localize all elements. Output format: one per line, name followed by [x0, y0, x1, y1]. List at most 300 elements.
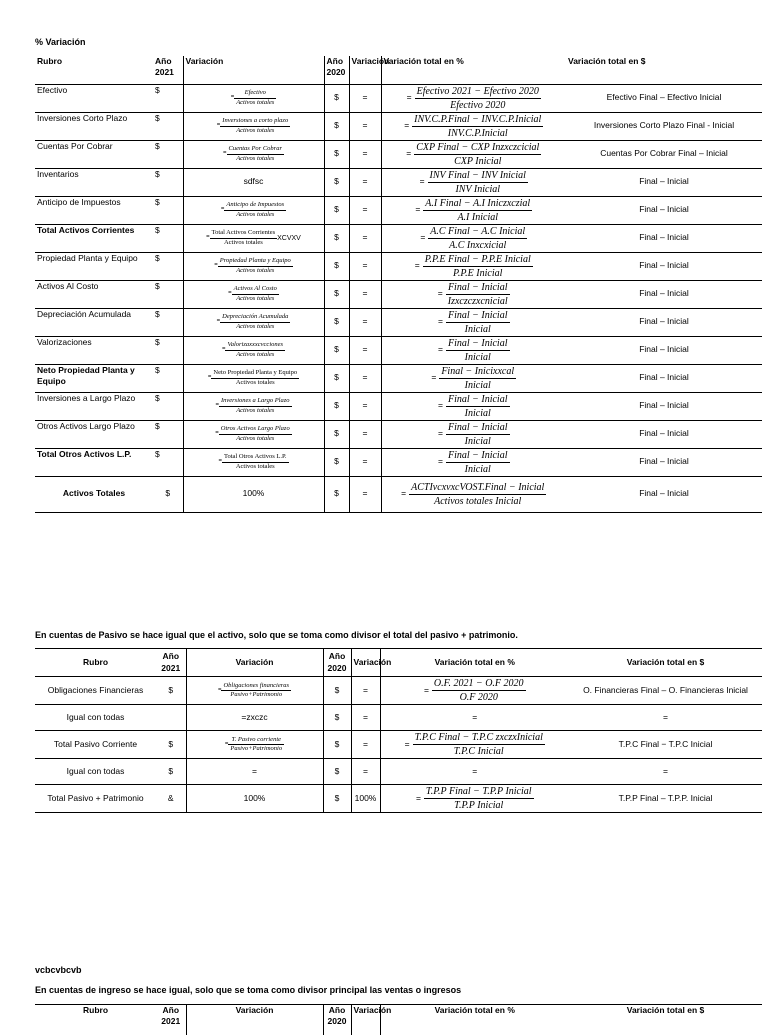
- cell-total-pct: [381, 224, 566, 252]
- equals-sign: =: [438, 428, 443, 439]
- equals-sign: =: [218, 458, 222, 465]
- cell-total-usd: Final – Inicial: [639, 428, 689, 439]
- variacion-fraction-denominator: Activos totales: [236, 266, 275, 274]
- variacion-fraction-denominator: Activos totales: [236, 322, 275, 330]
- total-pct-value: =: [472, 765, 478, 776]
- equals-sign: =: [223, 150, 227, 157]
- cell-anio-2021: $: [155, 224, 160, 235]
- header-anio-2021: Año 2021: [161, 651, 181, 673]
- cell-total-usd: Final – Inicial: [639, 260, 689, 271]
- total-pct-fraction: [423, 253, 533, 280]
- equals-sign: =: [401, 488, 407, 499]
- cell-anio-2021: $: [155, 308, 160, 319]
- total-pct-fraction-denominator: Inicial: [464, 463, 491, 475]
- equals-sign: =: [206, 234, 210, 241]
- cell-anio-2021: $: [168, 738, 174, 749]
- equals-sign: =: [437, 288, 443, 299]
- equals-sign: =: [404, 738, 410, 749]
- equals-sign: =: [404, 120, 410, 131]
- cell-varia: =: [349, 280, 381, 308]
- variacion-fraction: [225, 341, 285, 359]
- cell-anio-2021: $: [165, 488, 171, 499]
- cell-total-pct: [380, 731, 569, 759]
- cell-total-usd: Final – Inicial: [639, 232, 689, 243]
- variacion-value: =: [252, 765, 257, 776]
- variacion-fraction: [222, 453, 289, 471]
- equals-sign: =: [207, 374, 212, 381]
- equals-sign: =: [423, 684, 429, 695]
- header-variacion: Variación: [186, 1005, 323, 1035]
- total-pct-fraction-denominator: Inicial: [464, 351, 491, 363]
- equals-sign: =: [230, 94, 235, 101]
- table-row: [35, 196, 762, 224]
- equals-sign: =: [438, 316, 443, 327]
- cell-rubro: Cuentas Por Cobrar: [37, 140, 113, 151]
- total-pct-fraction: [432, 677, 526, 704]
- equals-sign: =: [217, 686, 222, 693]
- cell-rubro: Depreciación Acumulada: [37, 308, 132, 319]
- cell-anio-2020: $: [324, 84, 349, 112]
- variacion-fraction: [210, 229, 277, 247]
- table-row: [35, 448, 762, 476]
- variacion-value: =zxczc: [241, 711, 268, 722]
- equals-sign: =: [438, 344, 443, 355]
- cell-varia: =: [349, 336, 381, 364]
- cell-total-pct: [381, 448, 566, 476]
- total-pct-fraction-denominator: Inicial: [464, 435, 491, 447]
- total-pct-fraction-numerator: T.P.C Final − T.P.C zxczxInicial: [414, 732, 543, 743]
- total-pct-fraction-denominator: T.P.P Inicial: [454, 800, 504, 811]
- cell-total-pct: [381, 84, 566, 112]
- cell-varia: =: [349, 140, 381, 168]
- total-pct-fraction-numerator: A.C Final − A.C Inicial: [430, 225, 526, 237]
- cell-anio-2021: [156, 705, 186, 731]
- cell-total-pct: [381, 336, 566, 364]
- total-pct-fraction-denominator: A.I Inicial: [457, 211, 498, 223]
- total-pct-fraction: [428, 169, 528, 196]
- cell-varia: =: [351, 731, 380, 759]
- table-row: [35, 677, 762, 705]
- total-pct-fraction-numerator: CXP Final − CXP Inzxczcicial: [416, 141, 540, 153]
- total-pct-fraction-denominator: O.F 2020: [459, 692, 498, 703]
- variacion-fraction-numerator: Neto Propiedad Planta y Equipo: [211, 369, 299, 378]
- equals-sign: =: [220, 206, 225, 213]
- cell-anio-2020: $: [324, 308, 349, 336]
- cell-total-pct: [380, 677, 569, 705]
- header-total-usd: Variación total en $: [626, 656, 705, 667]
- cell-rubro: Inversiones a Largo Plazo: [37, 392, 136, 403]
- cell-anio-2021: $: [155, 392, 160, 403]
- table-row: [35, 420, 762, 448]
- equals-sign: =: [215, 430, 219, 437]
- total-pct-fraction-numerator: Final − Inicial: [447, 393, 508, 405]
- cell-anio-2020: $: [324, 224, 349, 252]
- cell-rubro: Obligaciones Financieras: [47, 684, 144, 695]
- cell-total-usd: Final – Inicial: [639, 316, 689, 327]
- cell-variacion: [183, 336, 324, 364]
- total-pct-fraction-denominator: P.P.E Inicial: [453, 267, 503, 279]
- cell-rubro: Propiedad Planta y Equipo: [37, 252, 138, 263]
- total-pct-fraction: [412, 113, 543, 140]
- cell-total-pct: [380, 759, 569, 785]
- total-pct-fraction-numerator: INV Final − INV Inicial: [429, 169, 526, 181]
- header-total-pct: Variación total en %: [381, 56, 566, 84]
- total-pct-fraction-denominator: CXP Inicial: [454, 155, 502, 167]
- cell-total-pct: [381, 280, 566, 308]
- total-pct-fraction-numerator: Final − Inicial: [447, 421, 508, 433]
- header-anio-2020: Año 2020: [323, 1005, 351, 1035]
- cell-variacion: [183, 308, 324, 336]
- cell-total-usd: O. Financieras Final – O. Financieras Inicial: [583, 684, 748, 695]
- header-rubro: Rubro: [82, 1005, 109, 1015]
- total-pct-fraction-numerator: P.P.E Final − P.P.E Inicial: [424, 253, 531, 265]
- variacion-value: 100%: [242, 488, 265, 499]
- cell-variacion: [183, 168, 324, 196]
- variacion-value: sdfsc: [243, 176, 264, 187]
- cell-total-usd: Final – Inicial: [639, 344, 689, 355]
- cell-total-usd: T.P.C Final − T.P.C Inicial: [618, 738, 713, 749]
- cell-varia: =: [349, 252, 381, 280]
- variacion-fraction-denominator: Activos totales: [236, 126, 275, 134]
- variacion-fraction-numerator: Inversiones a Largo Plazo: [219, 397, 292, 406]
- cell-varia: =: [349, 308, 381, 336]
- cell-total-usd: Cuentas Por Cobrar Final – Inicial: [600, 148, 728, 159]
- variacion-fraction-numerator: Propiedad Planta y Equipo: [218, 257, 293, 266]
- variacion-fraction-denominator: Activos totales: [236, 350, 275, 358]
- total-pct-fraction-denominator: Efectivo 2020: [450, 99, 506, 111]
- total-pct-fraction: [414, 141, 541, 168]
- income-note: En cuentas de ingreso se hace igual, solo que se toma como divisor principal las ventas o ingresos: [35, 985, 462, 995]
- cell-anio-2020: $: [323, 731, 351, 759]
- equals-sign: =: [415, 204, 421, 215]
- cell-varia: =: [349, 364, 381, 392]
- header-varia: Variación: [351, 1005, 380, 1035]
- cell-variacion: [186, 731, 323, 759]
- cell-varia: =: [349, 112, 381, 140]
- total-pct-fraction-denominator: INV.C.P.Inicial: [447, 127, 508, 139]
- variacion-suffix: XCVXV: [277, 235, 301, 243]
- table-row: [35, 476, 762, 512]
- section-title-vcb: vcbcvbcvb: [35, 965, 82, 975]
- variacion-fraction-denominator: Activos totales: [236, 294, 275, 302]
- total-pct-fraction: [446, 309, 510, 336]
- variacion-fraction-denominator: Pasivo+Patrimonio: [230, 745, 283, 752]
- cell-anio-2021: $: [168, 684, 174, 695]
- cell-anio-2020: $: [324, 476, 349, 512]
- cell-rubro: Efectivo: [37, 84, 68, 95]
- variacion-fraction: [211, 369, 299, 387]
- header-anio-2020: Año 2020: [324, 56, 349, 84]
- cell-anio-2021: &: [167, 792, 174, 803]
- cell-total-pct: [380, 705, 569, 731]
- cell-variacion: [183, 420, 324, 448]
- cell-anio-2021: $: [155, 448, 160, 459]
- assets-header-row: [35, 56, 762, 84]
- equals-sign: =: [216, 318, 221, 325]
- variacion-value: 100%: [243, 792, 266, 803]
- cell-total-pct: [381, 476, 566, 512]
- cell-variacion: [183, 476, 324, 512]
- cell-anio-2020: $: [324, 252, 349, 280]
- cell-total-usd: Efectivo Final – Efectivo Inicial: [606, 92, 722, 103]
- cell-variacion: [183, 84, 324, 112]
- total-pct-fraction-denominator: Activos totales Inicial: [434, 495, 522, 507]
- variacion-fraction: [219, 397, 292, 415]
- cell-varia: =: [349, 196, 381, 224]
- cell-anio-2020: $: [324, 420, 349, 448]
- table-row: [35, 308, 762, 336]
- variacion-fraction: [221, 682, 291, 700]
- total-pct-fraction: [409, 481, 546, 508]
- cell-varia: =: [349, 168, 381, 196]
- cell-total-usd: Inversiones Corto Plazo Final - Inicial: [593, 120, 735, 131]
- total-pct-fraction-denominator: Inicial: [464, 407, 491, 419]
- total-pct-fraction: [446, 281, 510, 308]
- header-variacion: Variación: [186, 649, 323, 677]
- cell-rubro: Activos Al Costo: [37, 280, 99, 291]
- cell-total-usd: Final – Inicial: [639, 204, 689, 215]
- income-table: [35, 1004, 762, 1035]
- header-varia: Variación: [351, 649, 380, 677]
- variacion-fraction-numerator: Efectivo: [234, 89, 276, 98]
- cell-varia: =: [351, 677, 380, 705]
- total-pct-fraction-numerator: Final − Inicial: [446, 281, 510, 295]
- cell-anio-2020: $: [323, 677, 351, 705]
- cell-anio-2020: $: [324, 112, 349, 140]
- cell-anio-2020: $: [323, 785, 351, 813]
- cell-anio-2020: $: [324, 196, 349, 224]
- cell-anio-2021: $: [155, 252, 160, 263]
- variacion-fraction: [219, 425, 292, 443]
- cell-anio-2020: $: [324, 280, 349, 308]
- equals-sign: =: [406, 92, 412, 103]
- variacion-fraction-denominator: Activos totales: [236, 434, 275, 442]
- cell-anio-2020: $: [324, 392, 349, 420]
- cell-variacion: [183, 196, 324, 224]
- cell-varia: 100%: [351, 785, 380, 813]
- cell-varia: =: [351, 705, 380, 731]
- variacion-fraction: [234, 89, 276, 107]
- table-row: [35, 140, 762, 168]
- variacion-fraction-numerator: Cuentas Por Cobrar: [227, 145, 284, 154]
- cell-total-usd: Final – Inicial: [639, 176, 689, 187]
- variacion-fraction-numerator: T. Pasivo corriente: [228, 736, 284, 745]
- cell-rubro: Valorizaciones: [37, 336, 92, 347]
- cell-total-pct: [381, 112, 566, 140]
- variacion-fraction-denominator: Activos totales: [235, 378, 275, 386]
- income-header-row: [35, 1005, 762, 1035]
- table-row: [35, 364, 762, 392]
- table-row: [35, 705, 762, 731]
- total-pct-fraction: [415, 85, 541, 112]
- cell-variacion: [183, 140, 324, 168]
- cell-total-usd: =: [663, 765, 668, 776]
- header-rubro: Rubro: [37, 56, 63, 66]
- cell-anio-2021: $: [155, 168, 160, 179]
- cell-anio-2020: $: [323, 759, 351, 785]
- equals-sign: =: [438, 400, 443, 411]
- cell-variacion: [183, 224, 324, 252]
- cell-total-pct: [380, 785, 569, 813]
- equals-sign: =: [221, 346, 226, 353]
- total-pct-fraction-numerator: T.P.P Final − T.P.P Inicial: [425, 786, 532, 797]
- equals-sign: =: [438, 456, 443, 467]
- cell-anio-2021: $: [155, 336, 160, 347]
- header-total-usd: Variación total en $: [626, 1005, 705, 1015]
- header-total-usd: Variación total en $: [568, 56, 646, 66]
- variacion-fraction-denominator: Activos totales: [223, 238, 263, 246]
- cell-total-pct: [381, 196, 566, 224]
- cell-rubro: Inversiones Corto Plazo: [37, 112, 128, 123]
- cell-anio-2020: $: [324, 448, 349, 476]
- total-pct-value: =: [472, 711, 478, 722]
- equals-sign: =: [228, 290, 232, 297]
- variacion-fraction: [224, 201, 286, 219]
- cell-total-usd: T.P.P Final – T.P.P. Inicial: [618, 792, 713, 803]
- total-pct-fraction: [424, 785, 534, 812]
- table-row: [35, 336, 762, 364]
- total-pct-fraction-numerator: Efectivo 2021 − Efectivo 2020: [416, 85, 539, 97]
- variacion-fraction-denominator: Activos totales: [236, 210, 275, 218]
- total-pct-fraction-numerator: Final − Inicial: [447, 309, 508, 321]
- variacion-fraction-denominator: Activos totales: [235, 462, 275, 470]
- cell-total-usd: Final – Inicial: [639, 456, 689, 467]
- cell-variacion: [186, 785, 323, 813]
- header-total-pct: Variación total en %: [380, 649, 569, 677]
- table-row: [35, 112, 762, 140]
- cell-anio-2021: $: [155, 112, 160, 123]
- total-pct-fraction-denominator: INV Inicial: [455, 183, 500, 195]
- table-row: [35, 731, 762, 759]
- liabilities-table: [35, 648, 762, 813]
- variacion-fraction-denominator: Activos totales: [236, 154, 275, 162]
- variacion-fraction-denominator: Activos totales: [236, 98, 275, 106]
- cell-rubro: Inventarios: [37, 168, 79, 179]
- header-total-pct: Variación total en %: [380, 1005, 569, 1035]
- cell-total-usd: Final – Inicial: [639, 288, 689, 299]
- cell-anio-2020: $: [324, 140, 349, 168]
- cell-anio-2021: $: [155, 280, 160, 291]
- equals-sign: =: [215, 402, 219, 409]
- cell-total-usd: Final – Inicial: [639, 372, 689, 383]
- cell-variacion: [186, 677, 323, 705]
- header-varia: Variación: [349, 56, 381, 84]
- cell-variacion: [183, 280, 324, 308]
- total-pct-fraction-numerator: Final − Inicial: [447, 449, 508, 461]
- equals-sign: =: [214, 262, 218, 269]
- variacion-fraction: [228, 736, 284, 754]
- header-rubro: Rubro: [82, 656, 109, 667]
- cell-rubro: Total Pasivo + Patrimonio: [47, 792, 144, 803]
- cell-varia: =: [349, 224, 381, 252]
- cell-rubro: Total Otros Activos L.P.: [37, 448, 132, 459]
- variacion-fraction-numerator: Anticipo de Impuestos: [224, 201, 286, 210]
- cell-rubro: Igual con todas: [66, 711, 125, 722]
- cell-varia: =: [349, 476, 381, 512]
- total-pct-fraction: [423, 197, 532, 224]
- cell-varia: =: [349, 420, 381, 448]
- total-pct-fraction: [413, 731, 545, 758]
- assets-table: [35, 56, 762, 513]
- cell-anio-2021: $: [155, 364, 160, 375]
- variacion-fraction-numerator: Valorizaxxxcvcciones: [225, 341, 285, 350]
- cell-rubro: Total Activos Corrientes: [37, 224, 135, 235]
- total-pct-fraction: [446, 337, 510, 364]
- variacion-fraction-denominator: Activos totales: [236, 406, 275, 414]
- cell-rubro: Anticipo de Impuestos: [37, 196, 121, 207]
- total-pct-fraction: [446, 449, 510, 476]
- cell-anio-2021: $: [155, 196, 160, 207]
- cell-total-pct: [381, 252, 566, 280]
- cell-total-pct: [381, 392, 566, 420]
- cell-total-usd: Final – Inicial: [639, 488, 689, 499]
- cell-total-pct: [381, 364, 566, 392]
- cell-variacion: [183, 252, 324, 280]
- cell-varia: =: [349, 448, 381, 476]
- total-pct-fraction-numerator: Final − Inicial: [447, 337, 508, 349]
- total-pct-fraction: [446, 421, 510, 448]
- variacion-fraction: [218, 257, 293, 275]
- total-pct-fraction-denominator: T.P.C Inicial: [453, 746, 504, 757]
- total-pct-fraction-numerator: Final − Inicixxcal: [441, 365, 515, 377]
- cell-anio-2020: $: [324, 364, 349, 392]
- cell-anio-2021: $: [155, 84, 160, 95]
- cell-anio-2020: $: [324, 168, 349, 196]
- header-variacion: Variación: [183, 56, 324, 84]
- table-row: [35, 224, 762, 252]
- table-row: [35, 252, 762, 280]
- cell-anio-2021: $: [168, 765, 174, 776]
- cell-variacion: [186, 759, 323, 785]
- variacion-fraction-numerator: Depreciación Acumulada: [220, 313, 290, 322]
- total-pct-fraction-numerator: ACTIvcxvxcVOST.Final − Inicial: [411, 481, 545, 493]
- cell-total-pct: [381, 168, 566, 196]
- cell-variacion: [183, 392, 324, 420]
- cell-anio-2020: $: [324, 336, 349, 364]
- variacion-fraction: [227, 145, 284, 163]
- header-anio-2021: Año 2021: [155, 56, 174, 78]
- total-pct-fraction-denominator: A.C Inxcxicial: [449, 239, 507, 251]
- variacion-fraction-numerator: Inversiones a corto plazo: [220, 117, 290, 126]
- cell-variacion: [183, 112, 324, 140]
- variacion-fraction-numerator: Obligaciones financieras: [221, 682, 291, 691]
- equals-sign: =: [431, 372, 437, 383]
- cell-variacion: [183, 448, 324, 476]
- table-row: [35, 759, 762, 785]
- cell-rubro: Igual con todas: [66, 765, 125, 776]
- equals-sign: =: [216, 122, 221, 129]
- cell-varia: =: [349, 84, 381, 112]
- cell-total-pct: [381, 420, 566, 448]
- header-anio-2021: Año 2021: [161, 1005, 181, 1027]
- table-row: [35, 280, 762, 308]
- equals-sign: =: [415, 792, 421, 803]
- equals-sign: =: [419, 176, 425, 187]
- variacion-fraction: [232, 285, 279, 303]
- variacion-fraction: [220, 117, 290, 135]
- cell-rubro: Activos Totales: [62, 488, 126, 499]
- cell-total-usd: Final – Inicial: [639, 400, 689, 411]
- table-row: [35, 84, 762, 112]
- cell-variacion: [183, 364, 324, 392]
- total-pct-fraction: [439, 365, 516, 392]
- table-row: [35, 392, 762, 420]
- total-pct-fraction-denominator: Inicial: [464, 379, 491, 391]
- total-pct-fraction-denominator: Izxczczxcnicial: [447, 295, 508, 307]
- equals-sign: =: [406, 148, 412, 159]
- liabilities-header-row: [35, 649, 762, 677]
- equals-sign: =: [420, 232, 426, 243]
